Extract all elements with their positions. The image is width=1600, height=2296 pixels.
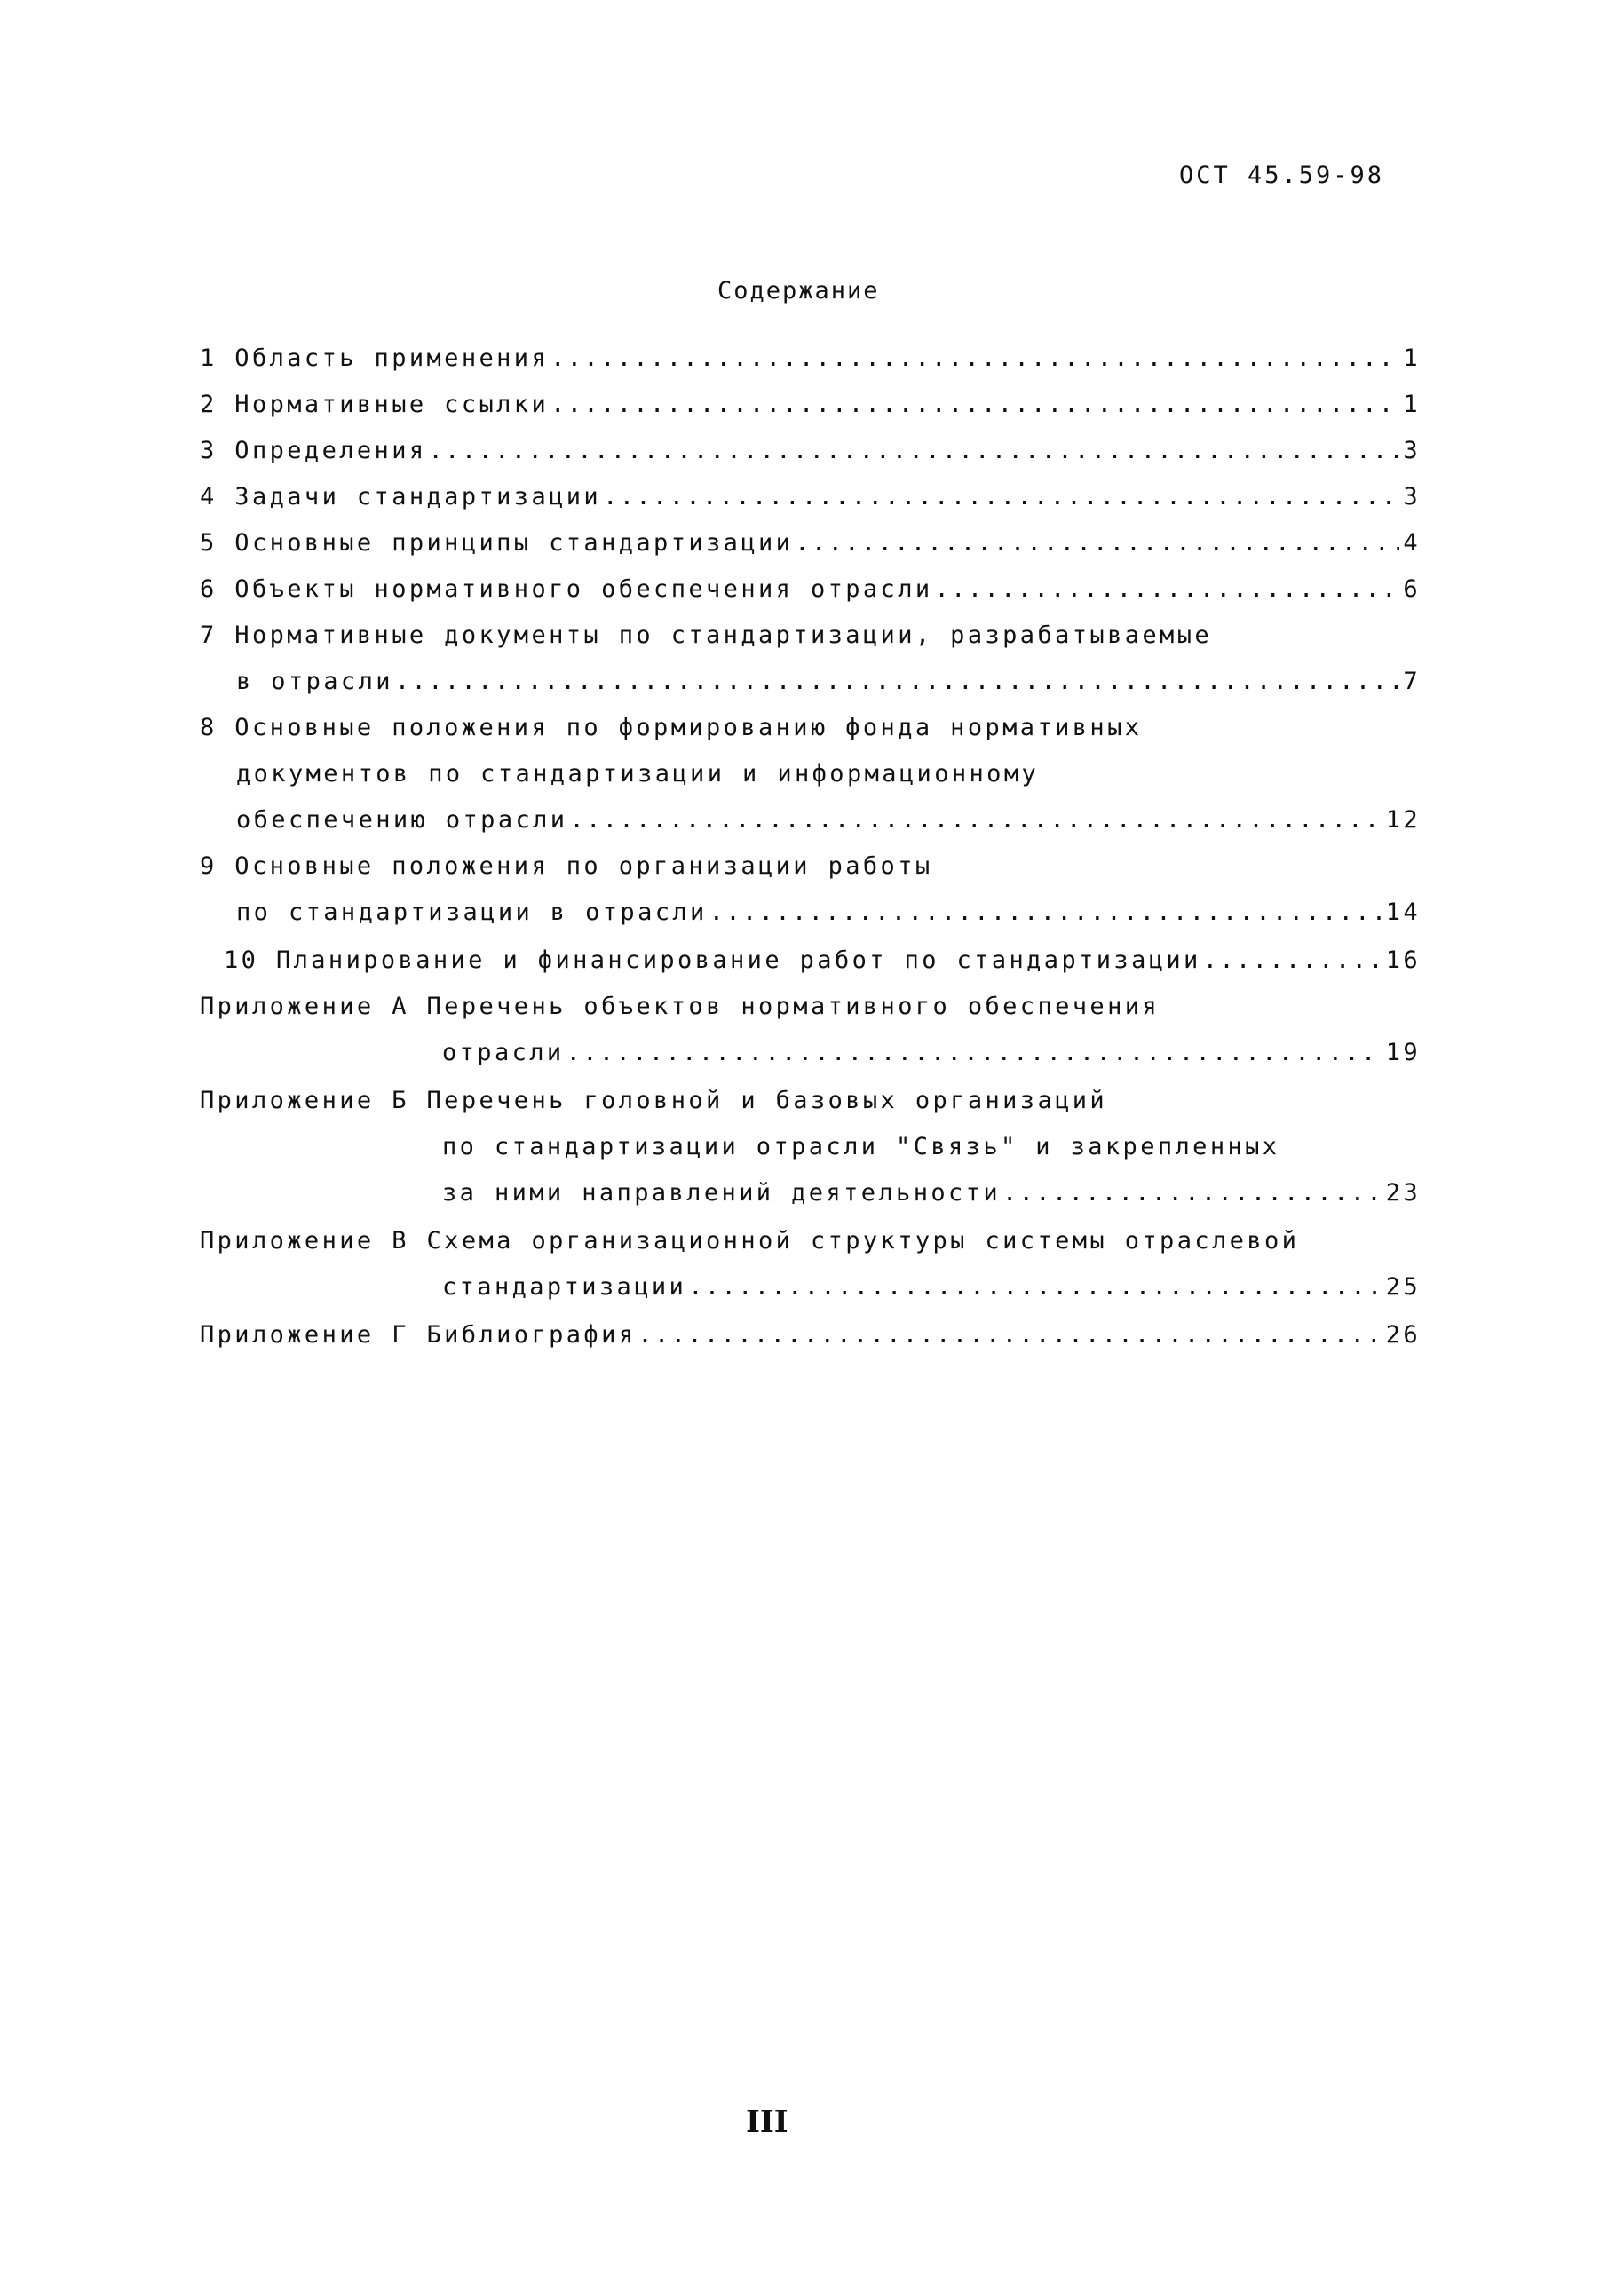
document-code: ОСТ 45.59-98 — [1179, 162, 1385, 189]
toc-page-number: 6 — [1403, 575, 1421, 603]
toc-entry-8-cont[interactable] — [236, 760, 1421, 796]
toc-entry-6[interactable] — [200, 575, 1421, 611]
toc-leader-dots — [603, 483, 1399, 511]
toc-entry-title-continued: в отрасли — [236, 668, 393, 695]
toc-entry-title: 10 Планирование и финансирование работ по стандартизации — [224, 946, 1201, 974]
toc-leader-dots — [1203, 946, 1382, 974]
toc-leader-dots — [1002, 1179, 1382, 1207]
toc-entry-title-continued: по стандартизации в отрасли — [236, 899, 708, 926]
toc-entry-7-cont[interactable] — [236, 668, 1421, 703]
toc-entry-7[interactable] — [200, 622, 1421, 657]
toc-leader-dots — [935, 575, 1400, 603]
toc-leader-dots — [550, 391, 1399, 418]
toc-entry-5[interactable] — [200, 529, 1421, 565]
toc-entry-10[interactable] — [224, 946, 1421, 982]
toc-entry-2[interactable] — [200, 391, 1421, 426]
toc-leader-dots — [566, 1039, 1382, 1066]
toc-leader-dots — [795, 529, 1399, 557]
toc-appendix-b[interactable] — [200, 1087, 1421, 1122]
toc-entry-title-continued: стандартизации — [442, 1273, 687, 1301]
toc-leader-dots — [638, 1321, 1382, 1349]
toc-entry-title-continued: отрасли — [442, 1039, 565, 1066]
toc-appendix-v-cont[interactable] — [442, 1273, 1421, 1309]
toc-entry-title: 7 Нормативные документы по стандартизации, разрабатываемые — [200, 622, 1213, 649]
toc-page-number: 1 — [1403, 344, 1421, 372]
toc-entry-title: 9 Основные положения по организации работы — [200, 852, 933, 880]
toc-entry-title: Приложение Г Библиография — [200, 1321, 637, 1349]
toc-page-number: 26 — [1385, 1321, 1421, 1349]
toc-entry-title-continued: обеспечению отрасли — [236, 806, 568, 834]
toc-leader-dots — [688, 1273, 1382, 1301]
toc-entry-title: 1 Область применения — [200, 344, 550, 372]
toc-leader-dots — [569, 806, 1382, 834]
toc-entry-title: Приложение А Перечень объектов нормативного обеспечения — [200, 993, 1160, 1020]
toc-page-number: 1 — [1403, 391, 1421, 418]
toc-page-number: 7 — [1403, 668, 1421, 695]
toc-entry-title-continued: за ними направлений деятельности — [442, 1179, 1001, 1207]
toc-title: Содержание — [717, 277, 880, 305]
toc-entry-title: 6 Объекты нормативного обеспечения отрасли — [200, 575, 933, 603]
toc-entry-3[interactable] — [200, 437, 1421, 472]
toc-entry-4[interactable] — [200, 483, 1421, 519]
toc-entry-title: 2 Нормативные ссылки — [200, 391, 550, 418]
toc-appendix-a-cont[interactable] — [442, 1039, 1421, 1074]
toc-entry-1[interactable] — [200, 344, 1421, 380]
toc-entry-8[interactable] — [200, 714, 1421, 749]
toc-page-number: 14 — [1385, 899, 1421, 926]
toc-page-number: 3 — [1403, 483, 1421, 511]
toc-page-number: 16 — [1385, 946, 1421, 974]
toc-entry-title: 5 Основные принципы стандартизации — [200, 529, 794, 557]
toc-entry-9[interactable] — [200, 852, 1421, 888]
toc-appendix-g[interactable] — [200, 1321, 1421, 1357]
toc-entry-title-continued: по стандартизации отрасли "Связь" и закрепленных — [442, 1133, 1280, 1160]
toc-entry-title: 3 Определения — [200, 437, 427, 464]
toc-leader-dots — [550, 344, 1399, 372]
toc-entry-8-cont[interactable] — [236, 806, 1421, 842]
toc-page-number: 3 — [1403, 437, 1421, 464]
toc-page-number: 12 — [1385, 806, 1421, 834]
page-number: III — [746, 2104, 788, 2140]
toc-entry-title: Приложение Б Перечень головной и базовых организаций — [200, 1087, 1108, 1114]
toc-appendix-a[interactable] — [200, 993, 1421, 1028]
toc-entry-title: 8 Основные положения по формированию фонда нормативных — [200, 714, 1143, 741]
toc-appendix-v[interactable] — [200, 1227, 1421, 1263]
toc-entry-title: Приложение В Схема организационной структуры системы отраслевой — [200, 1227, 1300, 1255]
toc-appendix-b-cont[interactable] — [442, 1133, 1421, 1168]
toc-page-number: 4 — [1403, 529, 1421, 557]
toc-page-number: 25 — [1385, 1273, 1421, 1301]
toc-leader-dots — [709, 899, 1382, 926]
toc-page-number: 19 — [1385, 1039, 1421, 1066]
toc-appendix-b-cont[interactable] — [442, 1179, 1421, 1215]
toc-entry-9-cont[interactable] — [236, 899, 1421, 934]
toc-leader-dots — [429, 437, 1400, 464]
toc-page-number: 23 — [1385, 1179, 1421, 1207]
toc-entry-title-continued: документов по стандартизации и информационному — [236, 760, 1040, 788]
toc-entry-title: 4 Задачи стандартизации — [200, 483, 602, 511]
toc-leader-dots — [395, 668, 1399, 695]
